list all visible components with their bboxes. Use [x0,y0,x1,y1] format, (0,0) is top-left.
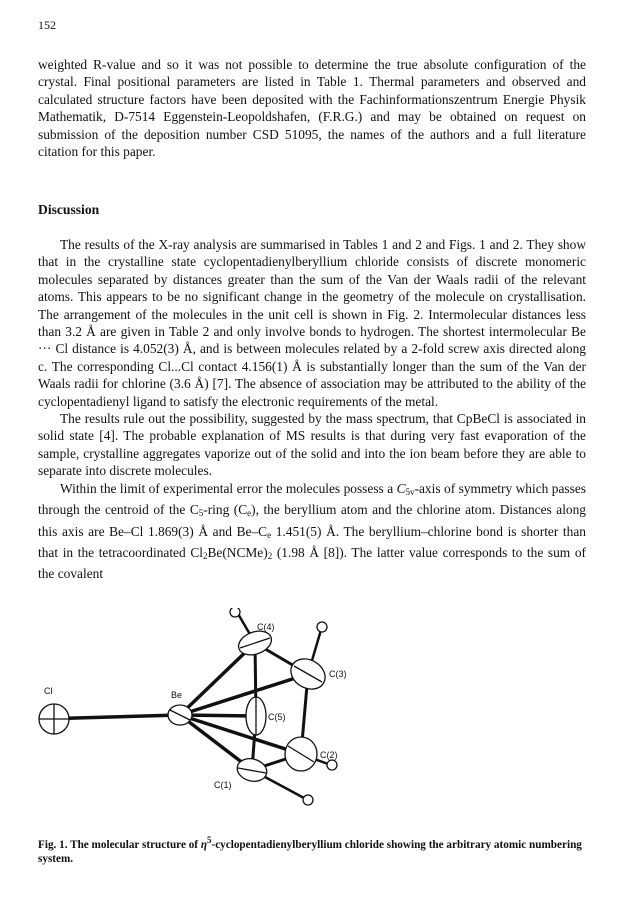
carbon-c3 [285,653,330,695]
discussion-paragraph-2: The results rule out the possibility, suggested by the mass spectrum, that CpBeCl is associated in solid state [4]. The probable explanation of MS results is that during very fast evaporation of the sample, crystalline aggregates vaporize out of the solid and into the ion beam before they are able to separate into discrete molecules. [38,411,586,479]
intro-text: weighted R-value and so it was not possible to determine the true absolute configuration of the crystal. Final positional parameters are listed in Table 1. Thermal parameters and observed and calculated structure factors have been deposited with the Fachinformationszentrum Energie Physik Mathematik, D-7514 Eggenstein-Leopoldshafen, (F.R.G.) and may be obtained on request on submission of the deposition number CSD 51095, the names of the authors and a full literature citation for this paper. [38,57,586,160]
hydrogen-c3 [317,622,327,632]
carbon-c5 [246,697,266,735]
hydrogen-c2 [327,760,337,770]
atom-label-be: Be [171,690,183,700]
figure-caption: Fig. 1. The molecular structure of $\eta^5$-cyclopentadienylberyllium chloride showing the arbitrary atomic numbering system. [38,835,582,865]
hydrogen-c1 [303,795,313,805]
molecular-structure-figure [30,608,450,813]
discussion-body [38,236,586,583]
chlorine-atom [39,704,69,734]
beryllium-atom [168,705,192,725]
intro-paragraph [38,56,586,160]
discussion-paragraph-1: The results of the X-ray analysis are summarised in Tables 1 and 2 and Figs. 1 and 2. They show that in the crystalline state cyclopentadienylberyllium chloride consists of discrete monomeric molecules separated by distances greater than the sum of the Van der Waals radii of the relevant atoms. This appears to be no significant change in the geometry of the molecule on crystallisation. The arrangement of the molecules in the unit cell is shown in Fig. 2. Intermolecular distances less than 3.2 Å are given in Table 2 and only involve bonds to hydrogen. The shortest intermolecular Be ··· Cl distance is 4.052(3) Å, and is between molecules related by a 2-fold screw axis directed along c. The corresponding Cl...Cl contact 4.156(1) Å is substantially longer than the sum of the Van der Waals radii for chlorine (3.6 Å) [7]. The absence of association may be attributed to the ability of the cyclopentadienyl ligand to satisfy the electronic requirements of the metal. [38,237,586,409]
atom-label-c2: C(2) [320,750,338,760]
discussion-paragraph-3: Within the limit of experimental error the molecules possess a $C_{5v}$-axis of symmetry which passes through the centroid of the $C_5$-ring $(C_e)$, the beryllium atom and the chlorine atom. Distances along this axis are Be–Cl 1.869(3) Å and $Be-C_e$ 1.451(5) Å. The beryllium–chlorine bond is shorter than that in the tetracoordinated $Cl_2Be(NCMe)_2$ (1.98 Å [8]). The latter value corresponds to the sum of the covalent [38,480,587,582]
atom-label-cl: Cl [44,686,53,696]
page-number: 152 [38,18,56,32]
atom-label-c5: C(5) [268,712,286,722]
carbon-c2 [285,737,317,771]
atom-label-c3: C(3) [329,669,347,679]
atom-label-c4: C(4) [257,622,275,632]
atom-label-c1: C(1) [214,780,232,790]
hydrogen-c4 [230,608,240,617]
section-heading: Discussion [38,202,100,217]
